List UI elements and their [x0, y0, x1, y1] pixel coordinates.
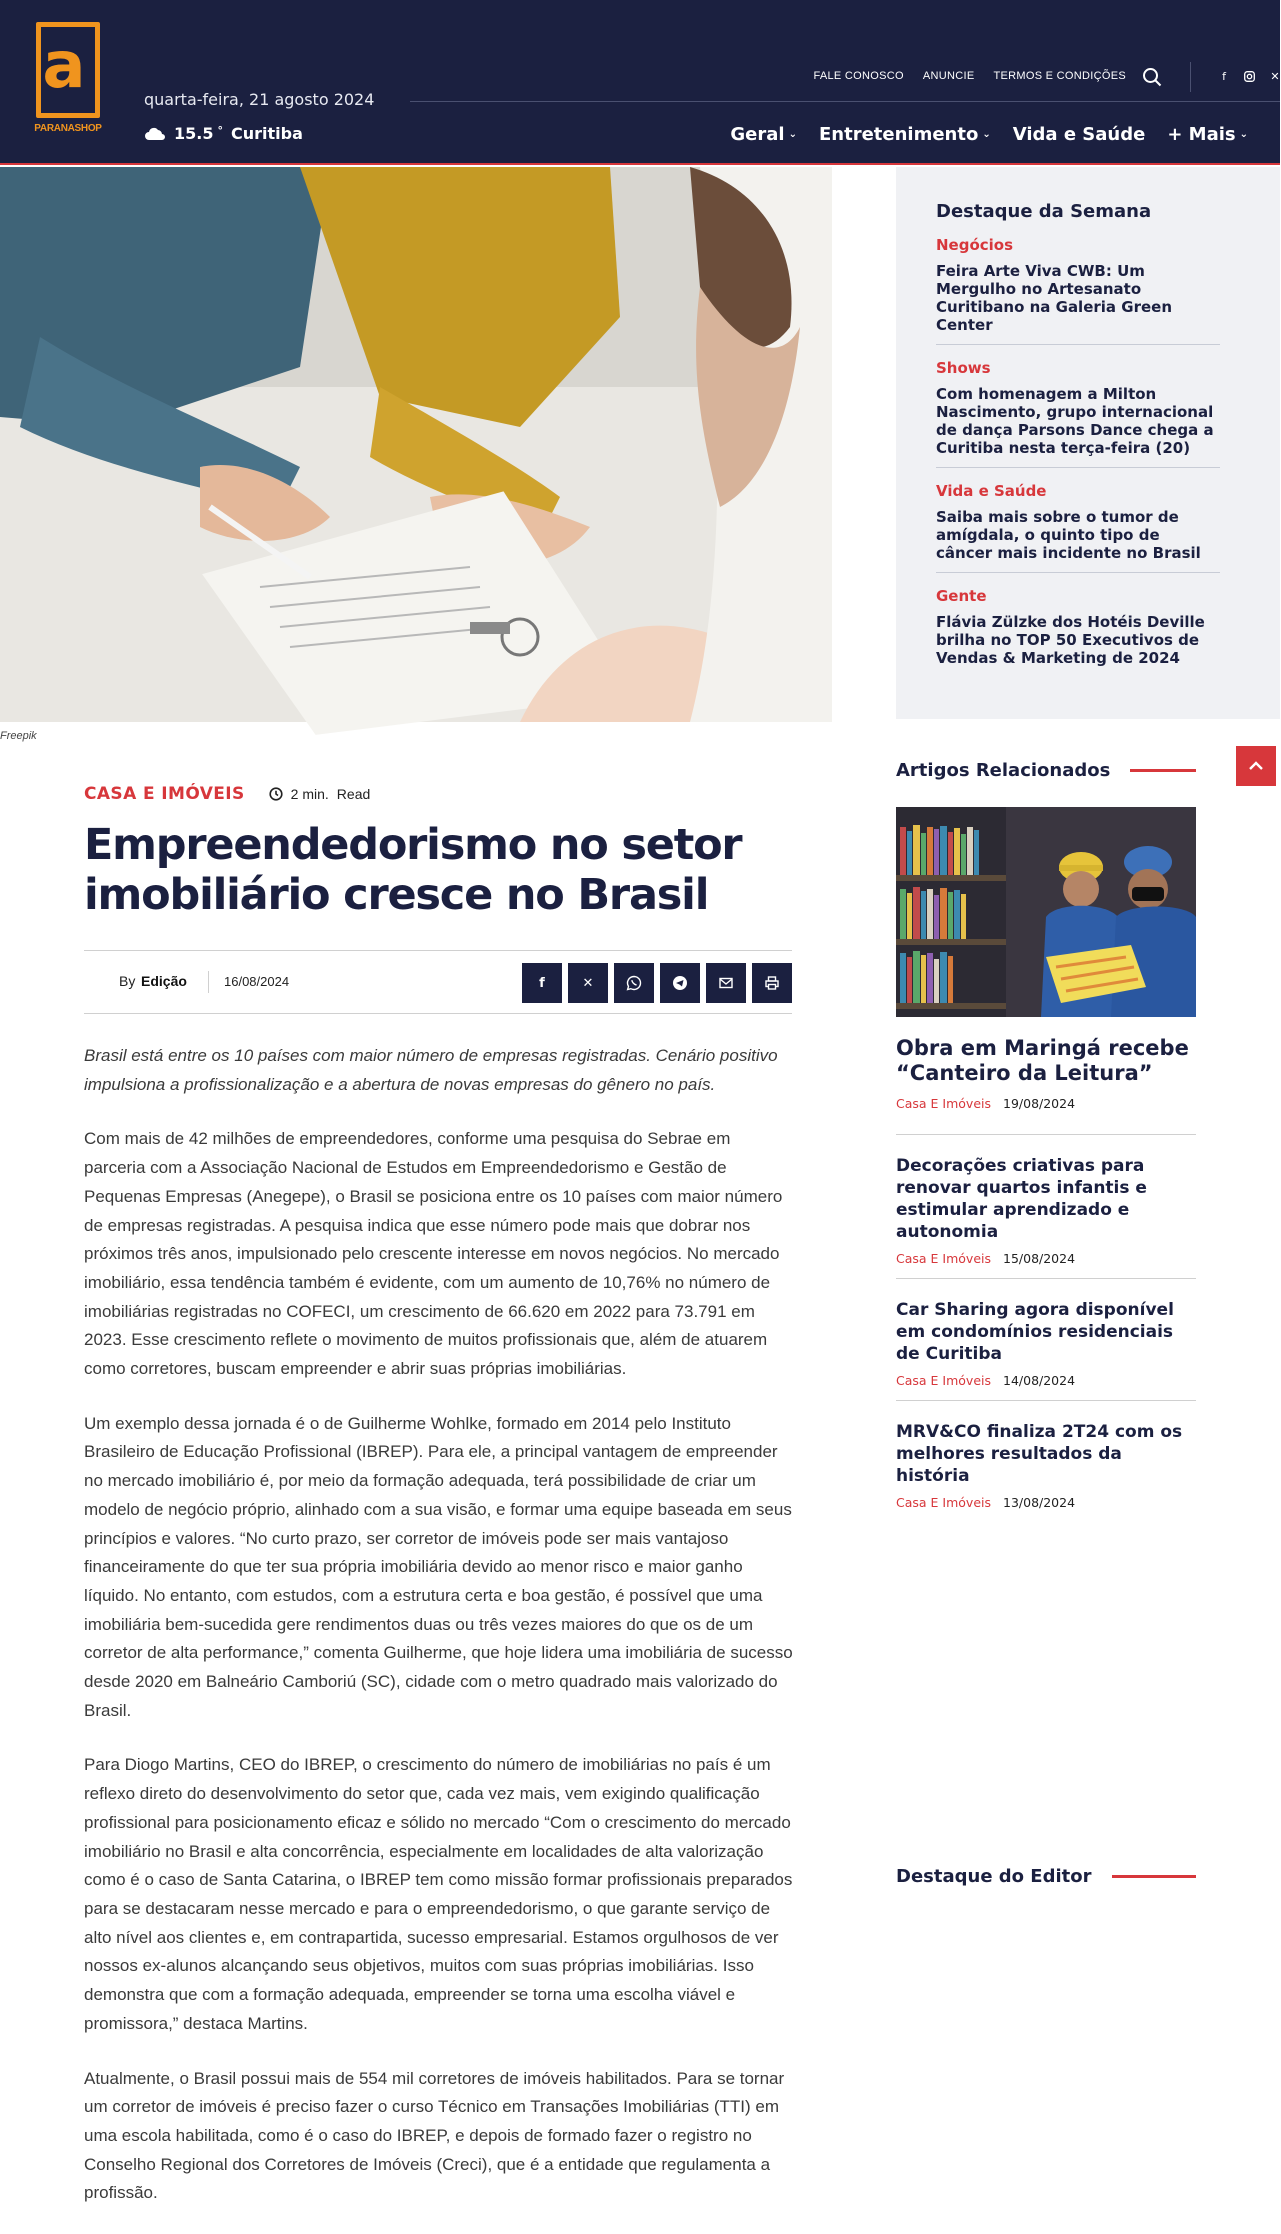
read-time	[269, 786, 371, 802]
site-header	[0, 0, 1280, 165]
clock-icon	[269, 787, 283, 801]
top-link-contact[interactable]: FALE CONOSCO	[813, 70, 904, 82]
scroll-to-top-button[interactable]	[1236, 746, 1276, 786]
x-icon[interactable]: ✕	[1270, 70, 1280, 83]
email-icon	[718, 975, 734, 991]
article-hero-image	[0, 167, 832, 722]
week-item-category[interactable]: Shows	[936, 359, 991, 377]
article-title: Empreendedorismo no setor imobiliário cresce no Brasil	[84, 820, 742, 920]
nav-item-entretenimento[interactable]	[819, 124, 991, 145]
facebook-icon: f	[539, 975, 545, 991]
article-meta-top	[84, 784, 370, 804]
related-category[interactable]: Casa E Imóveis	[896, 1096, 991, 1111]
article-paragraph: Atualmente, o Brasil possui mais de 554 mil corretores de imóveis habilitados. Para se tornar um corretor de imóveis é preciso fazer o curso Técnico em Transações Imobiliárias (TTI) em uma escola habilitada, como é o caso do IBREP, e depois de formado fazer o registro no Conselho Regional dos Corretores de Imóveis (Creci), que é a entidade que regulamenta a profissão.	[84, 2068, 785, 2203]
nav-label: Geral	[730, 124, 785, 145]
share-facebook-button[interactable]	[522, 963, 562, 1003]
top-link-advertise[interactable]: ANUNCIE	[922, 70, 975, 82]
week-item-title[interactable]: Feira Arte Viva CWB: Um Mergulho no Artesanato Curitibano na Galeria Green Center	[936, 262, 1172, 334]
logo-text: PARANASHOP	[34, 123, 102, 134]
related-header	[896, 760, 1196, 781]
library-workers-illustration	[896, 807, 1196, 1017]
cloud-icon	[144, 127, 166, 141]
read-time-label: Read	[336, 786, 371, 802]
nav-item-vida-saude[interactable]	[1013, 124, 1146, 145]
instagram-icon[interactable]	[1244, 71, 1255, 82]
header-rule	[410, 101, 1280, 102]
share-whatsapp-button[interactable]	[614, 963, 654, 1003]
related-meta	[896, 1251, 1196, 1266]
related-list	[896, 1134, 1196, 1522]
image-credit: Freepik	[0, 730, 37, 742]
related-category[interactable]: Casa E Imóveis	[896, 1495, 991, 1510]
related-item-title[interactable]: Car Sharing agora disponível em condomínios residenciais de Curitiba	[896, 1300, 1174, 1364]
week-highlights	[896, 167, 1280, 719]
week-item-title[interactable]: Saiba mais sobre o tumor de amígdala, o quinto tipo de câncer mais incidente no Brasil	[936, 508, 1201, 562]
telegram-icon	[672, 975, 688, 991]
week-item-category[interactable]: Gente	[936, 587, 987, 605]
week-item-title[interactable]: Flávia Zülzke dos Hotéis Deville brilha no TOP 50 Executivos de Vendas & Marketing de 2024	[936, 613, 1205, 667]
week-item[interactable]	[936, 587, 1220, 677]
social-links	[1218, 70, 1281, 83]
temperature-value: 15.5	[174, 124, 214, 143]
top-links	[813, 70, 1126, 82]
read-time-value: 2 min.	[290, 786, 329, 802]
related-item[interactable]	[896, 1134, 1196, 1278]
nav-label: + Mais	[1167, 124, 1236, 145]
related-item-title[interactable]: MRV&CO finaliza 2T24 com os melhores resultados da história	[896, 1422, 1183, 1486]
chevron-down-icon: ⌄	[982, 129, 991, 140]
article-category[interactable]: CASA E IMÓVEIS	[84, 784, 245, 804]
related-title: Artigos Relacionados	[896, 760, 1111, 781]
logo-letter: a	[42, 29, 86, 103]
weather-city: Curitiba	[230, 124, 303, 143]
article-lead: Brasil está entre os 10 países com maior número de empresas registradas. Cenário positivo impulsiona a profissionalização e a abertura de novas empresas do gênero no país.	[84, 1046, 778, 1094]
article-body	[84, 1042, 794, 2234]
week-item-title[interactable]: Com homenagem a Milton Nascimento, grupo internacional de dança Parsons Dance chega a Curitiba nesta terça-feira (20)	[936, 385, 1214, 457]
current-date: quarta-feira, 21 agosto 2024	[144, 90, 375, 109]
week-item-category[interactable]: Vida e Saúde	[936, 482, 1047, 500]
chevron-down-icon: ⌄	[788, 129, 797, 140]
post-date: 16/08/2024	[224, 974, 290, 989]
article-paragraph: Com mais de 42 milhões de empreendedores, conforme uma pesquisa do Sebrae em parceria com a Associação Nacional de Estudos em Empreendedorismo e Gestão de Pequenas Empresas (Anegepe), o Brasil se posiciona entre os 10 países com maior número de empresas registradas. A pesquisa indica que esse número pode mais que dobrar nos próximos três anos, impulsionado pelo crescente interesse em novos negócios. No mercado imobiliário, essa tendência também é evidente, com um aumento de 10,76% no número de imobiliárias registradas no COFECI, um crescimento de 66.620 em 2022 para 73.791 em 2023. Esse crescimento reflete o movimento de muitos profissionais que, além de atuarem como corretores, buscam empreender e abrir suas próprias imobiliárias.	[84, 1129, 783, 1379]
related-date: 13/08/2024	[1003, 1495, 1076, 1510]
chevron-down-icon: ⌄	[1239, 129, 1248, 140]
related-date: 15/08/2024	[1003, 1251, 1076, 1266]
article-paragraph: Um exemplo dessa jornada é o de Guilherme Wohlke, formado em 2014 pelo Instituto Brasileiro de Educação Profissional (IBREP). Para ele, a principal vantagem de empreender no mercado imobiliário é, por meio da formação adequada, terá possibilidade de criar um modelo de negócio próprio, alinhado com a sua visão, e formar uma equipe baseada em seus princípios e valores. “No curto prazo, ser corretor de imóveis pode ser mais vantajoso financeiramente do que ter sua própria imobiliária devido ao menor risco e maior ganho líquido. No entanto, com estudos, com a estrutura certa e boa gestão, é possível que uma imobiliária bem-sucedida gere rendimentos duas ou três vezes maiores do que os de um corretor de alta performance,” comenta Guilherme, que hoje lidera uma imobiliária de sucesso desde 2020 em Balneário Camboriú (SC), cidade com o metro quadrado mais valorizado do Brasil.	[84, 1413, 793, 1720]
related-item[interactable]	[896, 1400, 1196, 1522]
main-nav	[730, 124, 1248, 145]
nav-label: Entretenimento	[818, 124, 979, 145]
whatsapp-icon	[626, 975, 642, 991]
related-meta	[896, 1495, 1196, 1510]
related-meta	[896, 1096, 1196, 1111]
related-accent-bar	[1130, 769, 1196, 772]
related-main-image[interactable]	[896, 807, 1196, 1017]
week-title: Destaque da Semana	[936, 201, 1152, 222]
related-date: 19/08/2024	[1003, 1096, 1076, 1111]
week-item[interactable]	[936, 359, 1220, 468]
editor-header	[896, 1866, 1196, 1887]
share-print-button[interactable]	[752, 963, 792, 1003]
weather-widget	[144, 124, 303, 143]
editor-title: Destaque do Editor	[896, 1866, 1092, 1887]
week-item[interactable]	[936, 482, 1220, 573]
nav-item-geral[interactable]	[730, 124, 797, 145]
share-x-button[interactable]	[568, 963, 608, 1003]
related-category[interactable]: Casa E Imóveis	[896, 1251, 991, 1266]
chevron-up-icon	[1247, 757, 1265, 775]
contract-signing-illustration	[0, 167, 832, 722]
related-main-title[interactable]: Obra em Maringá recebe “Canteiro da Leitura”	[896, 1036, 1189, 1085]
nav-item-mais[interactable]	[1167, 124, 1248, 145]
byline-bar	[84, 950, 792, 1014]
related-main-article[interactable]	[896, 1036, 1196, 1111]
editor-accent-bar	[1112, 1875, 1196, 1878]
share-telegram-button[interactable]	[660, 963, 700, 1003]
byline-prefix: By	[119, 973, 136, 989]
week-item[interactable]	[936, 236, 1220, 345]
header-divider	[1190, 62, 1191, 92]
article-paragraph: Para Diogo Martins, CEO do IBREP, o crescimento do número de imobiliárias no país é um reflexo direto do desenvolvimento do setor que, cada vez mais, vem exigindo qualificação profissional para posicionamento eficaz e sólido no mercado “Com o crescimento do mercado imobiliário no Brasil e alta concorrência, especialmente em localidades de alta valorização como é o caso de Santa Catarina, o IBREP tem como missão formar profissionais preparados para se destacaram nesse mercado e para o empreendedorismo, o que garante serviço de alto nível aos clientes e, em contrapartida, sucesso empresarial. Estamos orgulhosos de ver nossos ex-alunos alcançando seus objetivos, muitos com suas próprias imobiliárias. Isso demonstra que com a formação adequada, empreender se torna uma escolha viável e promissora,” destaca Martins.	[84, 1755, 793, 2033]
temperature-unit: °	[217, 124, 223, 137]
search-icon[interactable]	[1142, 67, 1162, 87]
nav-label: Vida e Saúde	[1012, 124, 1146, 145]
share-buttons	[522, 963, 792, 1003]
related-date: 14/08/2024	[1003, 1373, 1076, 1388]
x-icon: ✕	[582, 975, 594, 991]
site-logo[interactable]	[36, 22, 100, 138]
share-email-button[interactable]	[706, 963, 746, 1003]
author-link[interactable]: Edição	[141, 973, 187, 989]
week-item-category[interactable]: Negócios	[936, 236, 1014, 254]
related-item-title[interactable]: Decorações criativas para renovar quartos infantis e estimular aprendizado e autonomia	[896, 1156, 1147, 1242]
related-item[interactable]	[896, 1278, 1196, 1400]
related-meta	[896, 1373, 1196, 1388]
facebook-icon[interactable]: f	[1222, 70, 1226, 83]
related-category[interactable]: Casa E Imóveis	[896, 1373, 991, 1388]
print-icon	[764, 975, 780, 991]
byline-divider	[208, 971, 209, 993]
top-link-terms[interactable]: TERMOS E CONDIÇÕES	[993, 70, 1126, 82]
